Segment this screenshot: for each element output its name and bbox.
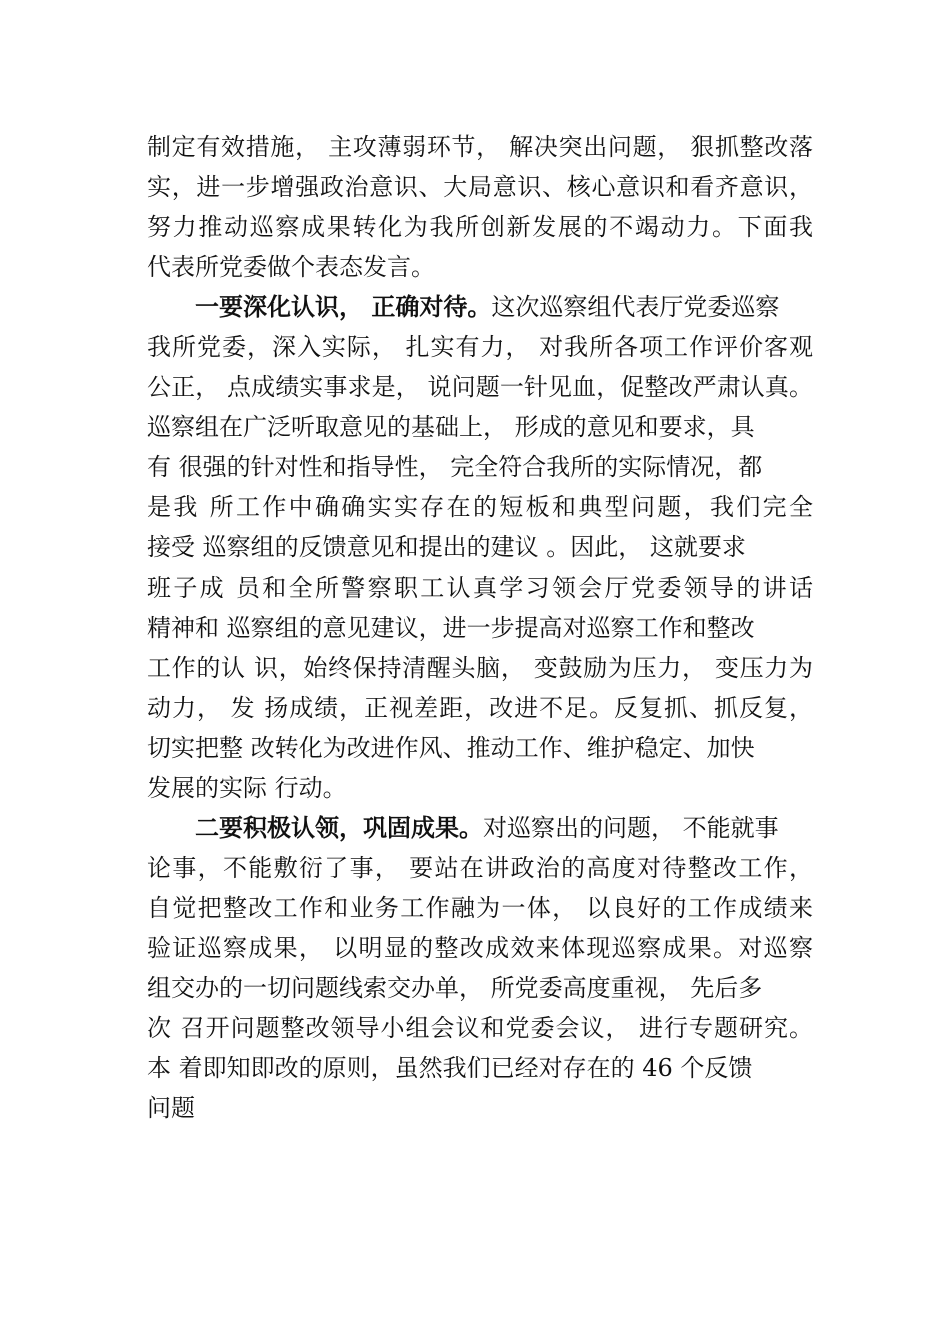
paragraph-2-first-line [147,808,813,848]
heading-first: 一要深化认识， 正确对待。 [195,293,492,322]
text-line: 我所党委，深入实际， 扎实有力， 对我所各项工作评价客观 [147,333,813,362]
text-line: 问题 [147,1094,195,1123]
text-line: 努力推动巡察成果转化为我所创新发展的不竭动力。下面我 [147,213,813,242]
text-line: 实，进一步增强政治意识、大局意识、核心意识和看齐意识， [147,173,813,202]
text-line: 制定有效措施， 主攻薄弱环节， 解决突出问题， 狠抓整改落 [147,133,813,161]
text-line: 代表所党委做个表态发言。 [147,253,435,282]
text-line: 巡察组在广泛听取意见的基础上， 形成的意见和要求，具 [147,413,755,442]
paragraph-1-first-line [147,287,813,327]
text-line: 对巡察出的问题， 不能就事 [483,813,779,842]
heading-second: 二要积极认领，巩固成果。 [195,813,483,842]
text-line: 验证巡察成果， 以明显的整改成效来体现巡察成果。对巡察 [147,933,813,962]
text-line: 是我 所工作中确确实实存在的短板和典型问题，我们完全 [147,493,813,522]
text-line: 次 召开问题整改领导小组会议和党委会议， 进行专题研究。 [147,1014,813,1043]
text-line: 这次巡察组代表厅党委巡察 [491,293,780,322]
text-line: 有 很强的针对性和指导性， 完全符合我所的实际情况，都 [147,453,763,482]
text-line: 动力， 发 扬成绩，正视差距，改进不足。反复抓、抓反复， [147,693,813,722]
text-line: 班子成 员和全所警察职工认真学习领会厅党委领导的讲话 [147,573,813,602]
text-line: 发展的实际 行动。 [147,773,347,802]
text-line: 接受 巡察组的反馈意见和提出的建议 。因此， 这就要求 [147,533,746,562]
text-line: 精神和 巡察组的意见建议，进一步提高对巡察工作和整改 [147,613,755,642]
text-line: 论事，不能敷衍了事， 要站在讲政治的高度对待整改工作， [147,853,813,882]
text-line: 切实把整 改转化为改进作风、推动工作、维护稳定、加快 [147,733,755,762]
text-line: 组交办的一切问题线索交办单， 所党委高度重视， 先后多 [147,973,763,1002]
text-line: 工作的认 识，始终保持清醒头脑， 变鼓励为压力， 变压力为 [147,653,813,682]
text-line: 自觉把整改工作和业务工作融为一体， 以良好的工作成绩来 [147,893,813,922]
text-line: 公正， 点成绩实事求是， 说问题一针见血，促整改严肃认真。 [147,373,813,402]
text-line: 本 着即知即改的原则，虽然我们已经对存在的 46 个反馈 [147,1054,753,1083]
document-page [147,127,813,1128]
